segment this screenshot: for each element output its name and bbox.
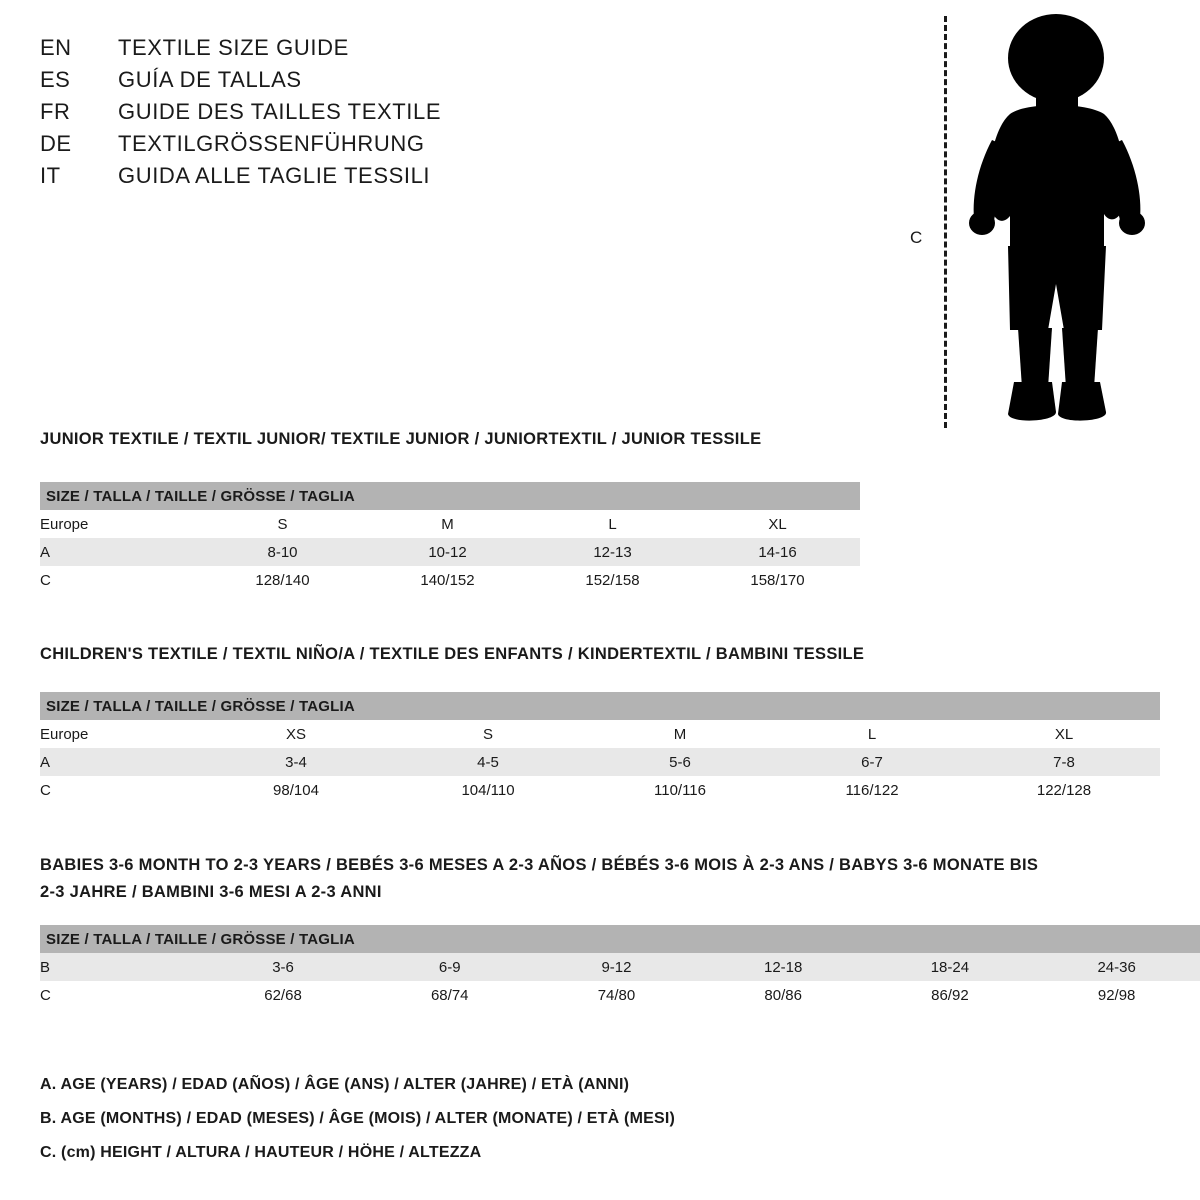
table-header-row <box>40 692 1160 720</box>
cell-value: 86/92 <box>867 981 1034 1009</box>
height-measure-figure <box>900 10 1170 430</box>
row-label: C <box>40 776 200 804</box>
title-text: TEXTILE SIZE GUIDE <box>118 35 349 60</box>
table-row <box>40 510 860 538</box>
row-label: B <box>40 953 200 981</box>
size-header-label: SIZE / TALLA / TAILLE / GRÖSSE / TAGLIA <box>40 482 860 510</box>
title-text: GUIDE DES TAILLES TEXTILE <box>118 99 442 124</box>
cell-value: 6-7 <box>776 748 968 776</box>
cell-value: 110/116 <box>584 776 776 804</box>
table-header-row <box>40 482 860 510</box>
size-column-header: XS <box>200 720 392 748</box>
section-heading-junior: JUNIOR TEXTILE / TEXTIL JUNIOR/ TEXTILE JUNIOR / JUNIORTEXTIL / JUNIOR TESSILE <box>40 430 762 448</box>
table-row <box>40 953 1200 981</box>
footnotes-block <box>40 1068 1040 1170</box>
babies-size-table <box>40 925 1200 1009</box>
table-row <box>40 776 1160 804</box>
cell-value: 62/68 <box>200 981 367 1009</box>
region-label: Europe <box>40 510 200 538</box>
cell-value: 68/74 <box>366 981 533 1009</box>
footnote-c: C. (cm) HEIGHT / ALTURA / HAUTEUR / HÖHE / ALTEZZA <box>40 1144 482 1161</box>
row-label: A <box>40 748 200 776</box>
cell-value: 152/158 <box>530 566 695 594</box>
cell-value: 12-13 <box>530 538 695 566</box>
title-row <box>40 160 660 192</box>
title-text: GUIDA ALLE TAGLIE TESSILI <box>118 163 431 188</box>
row-label: A <box>40 538 200 566</box>
cell-value: 92/98 <box>1033 981 1200 1009</box>
cell-value: 24-36 <box>1033 953 1200 981</box>
title-row <box>40 32 660 64</box>
size-header-label: SIZE / TALLA / TAILLE / GRÖSSE / TAGLIA <box>40 925 1200 953</box>
table-row <box>40 720 1160 748</box>
measure-dashed-line <box>944 16 947 428</box>
size-column-header: XL <box>968 720 1160 748</box>
cell-value: 74/80 <box>533 981 700 1009</box>
title-language-code: DE <box>40 131 72 156</box>
child-silhouette-icon <box>952 10 1162 430</box>
footnote-a: A. AGE (YEARS) / EDAD (AÑOS) / ÂGE (ANS) / ALTER (JAHRE) / ETÀ (ANNI) <box>40 1076 630 1093</box>
cell-value: 10-12 <box>365 538 530 566</box>
title-language-code: ES <box>40 67 71 92</box>
region-label: Europe <box>40 720 200 748</box>
size-header-label: SIZE / TALLA / TAILLE / GRÖSSE / TAGLIA <box>40 692 1160 720</box>
title-row <box>40 64 660 96</box>
table-row <box>40 981 1200 1009</box>
table-row <box>40 566 860 594</box>
row-label: C <box>40 566 200 594</box>
cell-value: 158/170 <box>695 566 860 594</box>
cell-value: 128/140 <box>200 566 365 594</box>
size-column-header: S <box>392 720 584 748</box>
measure-label-c: C <box>910 228 923 247</box>
title-row <box>40 128 660 160</box>
cell-value: 18-24 <box>867 953 1034 981</box>
size-column-header: L <box>530 510 695 538</box>
cell-value: 12-18 <box>700 953 867 981</box>
footnote-b: B. AGE (MONTHS) / EDAD (MESES) / ÂGE (MOIS) / ALTER (MONATE) / ETÀ (MESI) <box>40 1110 676 1127</box>
cell-value: 104/110 <box>392 776 584 804</box>
section-heading-babies: BABIES 3-6 MONTH TO 2-3 YEARS / BEBÉS 3-6 MESES A 2-3 AÑOS / BÉBÉS 3-6 MOIS À 2-3 ANS / BABYS 3-6 MONATE BIS 2-3 JAHRE / BAMBINI 3-6 MESI A 2-3 ANNI <box>40 856 1039 901</box>
cell-value: 14-16 <box>695 538 860 566</box>
cell-value: 122/128 <box>968 776 1160 804</box>
cell-value: 5-6 <box>584 748 776 776</box>
cell-value: 3-4 <box>200 748 392 776</box>
table-header-row <box>40 925 1200 953</box>
cell-value: 6-9 <box>366 953 533 981</box>
table-row <box>40 538 860 566</box>
size-column-header: M <box>584 720 776 748</box>
junior-size-table <box>40 482 860 594</box>
section-heading-children: CHILDREN'S TEXTILE / TEXTIL NIÑO/A / TEXTILE DES ENFANTS / KINDERTEXTIL / BAMBINI TESSILE <box>40 645 865 663</box>
cell-value: 116/122 <box>776 776 968 804</box>
title-row <box>40 96 660 128</box>
size-column-header: S <box>200 510 365 538</box>
cell-value: 7-8 <box>968 748 1160 776</box>
children-size-table <box>40 692 1160 804</box>
size-column-header: XL <box>695 510 860 538</box>
cell-value: 80/86 <box>700 981 867 1009</box>
title-language-code: EN <box>40 35 72 60</box>
table-row <box>40 748 1160 776</box>
cell-value: 8-10 <box>200 538 365 566</box>
row-label: C <box>40 981 200 1009</box>
title-language-code: IT <box>40 163 61 188</box>
title-text: GUÍA DE TALLAS <box>118 67 302 92</box>
size-column-header: L <box>776 720 968 748</box>
cell-value: 9-12 <box>533 953 700 981</box>
title-text: TEXTILGRÖSSENFÜHRUNG <box>118 131 425 156</box>
title-language-code: FR <box>40 99 71 124</box>
multilingual-title-block <box>40 32 660 192</box>
cell-value: 4-5 <box>392 748 584 776</box>
size-column-header: M <box>365 510 530 538</box>
cell-value: 140/152 <box>365 566 530 594</box>
cell-value: 98/104 <box>200 776 392 804</box>
cell-value: 3-6 <box>200 953 367 981</box>
